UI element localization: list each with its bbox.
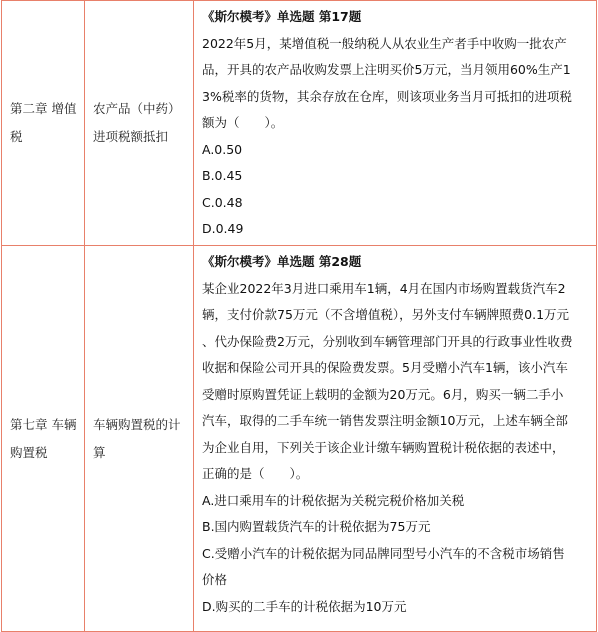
question-stem-line: 某企业2022年3月进口乘用车1辆，4月在国内市场购置载货汽车2 xyxy=(202,280,566,296)
question-stem-line: 辆，支付价款75万元（不含增值税），另外支付车辆牌照费0.1万元 xyxy=(202,307,570,322)
question-title: 《斯尔模考》单选题 第28题 xyxy=(202,254,362,269)
question-stem-line: 为企业自用，下列关于该企业计缴车辆购置税计税依据的表述中， xyxy=(202,439,565,455)
chapter-line: 购置税 xyxy=(10,444,48,460)
question-stem-line: 2022年5月，某增值税一般纳税人从农业生产者手中收购一批农产 xyxy=(202,35,567,51)
topic-line: 农产品（中药） xyxy=(93,101,181,116)
question-stem-line: 3%税率的货物，其余存放在仓库，则该项业务当月可抵扣的进项税 xyxy=(202,88,572,104)
question-stem-line: 收据和保险公司开具的保险费发票。5月受赠小汽车1辆，该小汽车 xyxy=(202,360,568,375)
option-b: B.0.45 xyxy=(202,168,243,183)
chapter-line: 第二章 增值 xyxy=(10,101,77,116)
topic-line: 算 xyxy=(93,444,106,460)
option-a: A.0.50 xyxy=(202,141,243,157)
question-title: 《斯尔模考》单选题 第17题 xyxy=(202,9,362,24)
question-table xyxy=(1,0,597,632)
chapter-line: 税 xyxy=(10,129,23,144)
topic-cell xyxy=(85,1,194,246)
table-row xyxy=(2,1,597,246)
option-c-continued: 价格 xyxy=(202,572,228,587)
option-d: D.0.49 xyxy=(202,221,244,236)
topic-line: 车辆购置税的计 xyxy=(93,416,181,432)
chapter-cell xyxy=(2,246,85,632)
question-stem-line: 额为（ ）。 xyxy=(202,115,284,130)
question-stem-line: 、代办保险费2万元，分别收到车辆管理部门开具的行政事业性收费 xyxy=(202,333,573,349)
question-stem-line: 正确的是（ ）。 xyxy=(202,466,309,481)
option-b: B.国内购置载货汽车的计税依据为75万元 xyxy=(202,519,431,534)
chapter-line: 第七章 车辆 xyxy=(10,416,77,432)
option-d: D.购买的二手车的计税依据为10万元 xyxy=(202,598,407,614)
question-cell xyxy=(194,246,597,632)
topic-cell xyxy=(85,246,194,632)
question-stem-line: 受赠时原购置凭证上载明的金额为20万元。6月，购买一辆二手小 xyxy=(202,386,564,402)
option-c: C.受赠小汽车的计税依据为同品牌同型号小汽车的不含税市场销售 xyxy=(202,545,565,561)
question-stem-line: 汽车，取得的二手车统一销售发票注明金额10万元，上述车辆全部 xyxy=(202,413,568,428)
table-row xyxy=(2,246,597,632)
topic-line: 进项税额抵扣 xyxy=(93,129,169,144)
question-stem-line: 品，开具的农产品收购发票上注明买价5万元，当月领用60%生产1 xyxy=(202,62,571,77)
option-c: C.0.48 xyxy=(202,194,243,210)
option-a: A.进口乘用车的计税依据为关税完税价格加关税 xyxy=(202,492,465,508)
chapter-cell xyxy=(2,1,85,246)
question-cell xyxy=(194,1,597,246)
